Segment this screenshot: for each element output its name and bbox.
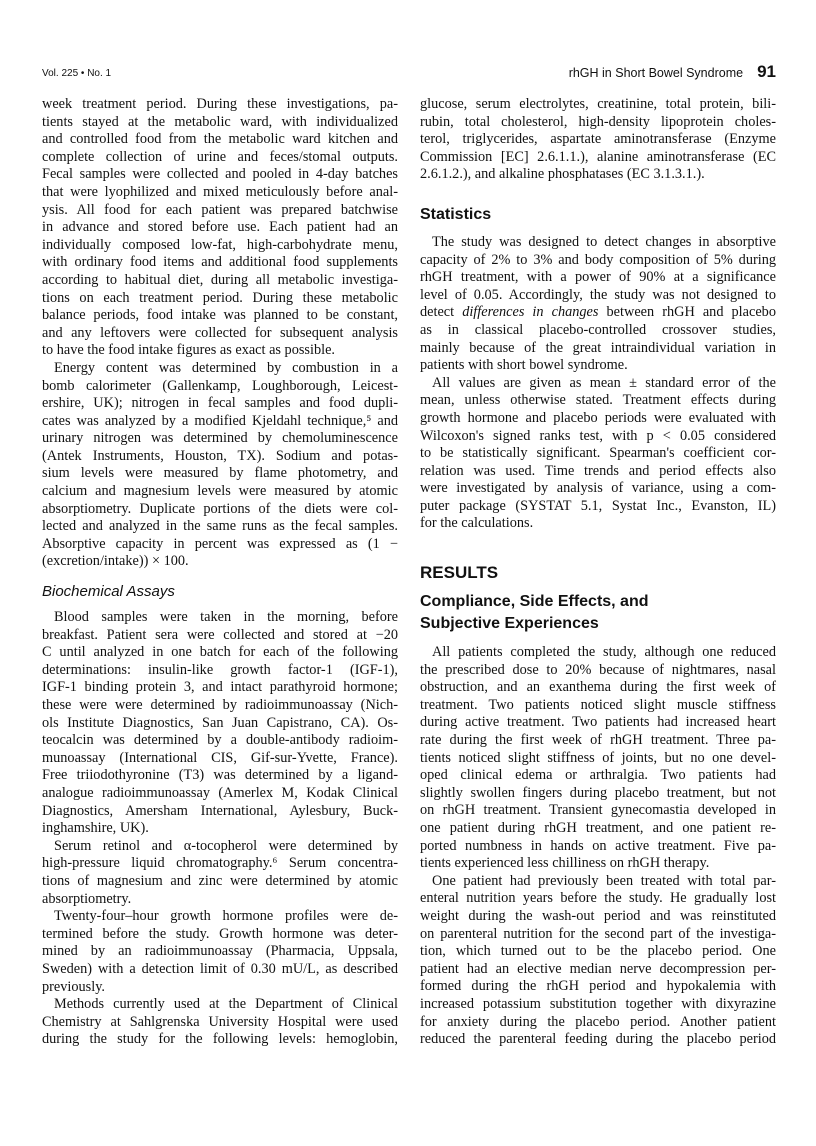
text-line: as in classical placebo-controlled crossover studies,: [420, 321, 776, 338]
text-line: Commission [EC] 2.6.1.1.), alanine aminotransferase (EC: [420, 148, 776, 165]
text-line: Absorptive capacity in percent was expressed as (1 −: [42, 535, 398, 552]
text-segment: between rhGH and placebo: [598, 304, 776, 321]
paragraph: [420, 644, 776, 873]
text-line: teocalcin was determined by a double-antibody radioim-: [42, 732, 398, 749]
text-line: glucose, serum electrolytes, creatinine, total protein, bili-: [420, 96, 776, 112]
text-line: All patients completed the study, although one reduced: [432, 644, 776, 661]
text-line: All values are given as mean ± standard error of the: [432, 374, 776, 391]
text-line: for anxiety during the placebo period. Another patient: [420, 1013, 776, 1030]
paragraph: [420, 234, 776, 375]
text-line: The study was designed to detect changes in absorptive: [432, 233, 776, 250]
text-line: inghamshire, UK).: [42, 820, 149, 837]
journal-volume: Vol. 225 • No. 1: [42, 68, 112, 79]
text-line: these were were determined by radioimmunoassay (Nich-: [42, 697, 398, 713]
text-line: and any leftovers were collected for subsequent analysis: [42, 324, 398, 341]
text-line: calcium and magnesium levels were measured by atomic: [42, 483, 398, 500]
running-title: rhGH in Short Bowel Syndrome: [568, 66, 744, 80]
paragraph: [42, 609, 398, 838]
right-column: [420, 96, 776, 1049]
paragraph: [42, 908, 398, 996]
text-line: on rhGH treatment. Transient gynecomastia developed in: [420, 802, 776, 819]
text-line: (Antek Instruments, Houston, TX). Sodium and potas-: [42, 447, 398, 464]
text-line: terol, triglycerides, aspartate aminotransferase (Enzyme: [420, 131, 776, 148]
text-line: (excretion/intake)) × 100.: [42, 553, 189, 570]
paragraph: [42, 360, 398, 571]
text-line: ols Institute Diagnostics, San Juan Capistrano, CA). Os-: [42, 714, 398, 731]
text-line: on parenteral nutrition for the second part of the investiga-: [420, 925, 776, 942]
heading-line: Compliance, Side Effects, and: [420, 593, 649, 611]
text-line: Twenty-four–hour growth hormone profiles were de-: [54, 908, 398, 925]
text-line: munoassay (International CIS, Gif-sur-Yvette, France).: [42, 749, 398, 766]
text-line: according to habitual diet, during all metabolic investiga-: [42, 271, 398, 288]
heading-line: Subjective Experiences: [420, 615, 599, 633]
text-line: absorptiometry. Duplicate portions of the diets were col-: [42, 500, 398, 517]
text-line: tions on each treatment period. During these metabolic: [42, 289, 398, 306]
text-line: rubin, total cholesterol, high-density lipoprotein choles-: [420, 113, 776, 130]
text-line: puter package (SYSTAT 5.1, Systat Inc., Evanston, IL): [420, 497, 776, 514]
text-line: absorptiometry.: [42, 890, 132, 907]
text-line: growth hormone and placebo periods were evaluated with: [420, 409, 776, 426]
text-line: rhGH treatment, with a power of 90% at a significance: [420, 269, 776, 286]
text-line: complete collection of urine and feces/stomal outputs.: [42, 148, 398, 165]
text-line: tion, which turned out to be the placebo period. One: [420, 943, 776, 960]
italic-text: differences in changes: [462, 304, 599, 321]
paragraph: [420, 96, 776, 184]
text-line: Sweden) with a detection limit of 0.30 mU/L, as described: [42, 960, 398, 977]
text-line: week treatment period. During these investigations, pa-: [42, 96, 398, 112]
text-line: increased potassium substitution together with dixyrazine: [420, 995, 776, 1012]
text-line: rate during the first week of rhGH treatment. Three pa-: [420, 732, 776, 749]
text-line: tients noticed slight stiffness of joints, but no one devel-: [420, 749, 776, 766]
text-line: in advance and stored before use. Each patient had an: [42, 219, 398, 236]
text-line: Chemistry at Sahlgrenska University Hospital were used: [42, 1013, 398, 1030]
text-line: analogue radioimmunoassay (Amerlex M, Kodak Clinical: [42, 784, 398, 801]
text-line: ysis. All food for each patient was prepared batchwise: [42, 201, 398, 218]
text-line: determinations: insulin-like growth factor-1 (IGF-1),: [42, 661, 398, 678]
text-line: during active treatment. Two patients had increased heart: [420, 714, 776, 731]
text-line: for the calculations.: [420, 515, 534, 532]
section-heading-statistics: Statistics: [420, 205, 492, 223]
text-line: capacity of 2% to 3% and body composition of 5% during: [420, 251, 776, 268]
text-line: during the study for the following levels: hemoglobin,: [42, 1031, 398, 1048]
paragraph: [42, 996, 398, 1049]
page-number: 91: [757, 62, 776, 81]
text-line: Energy content was determined by combustion in a: [54, 359, 398, 376]
text-line: one patient during rhGH treatment, and one patient re-: [420, 820, 776, 836]
text-line: to have the food intake figures as exact as possible.: [42, 342, 335, 359]
text-line: C until analyzed in one batch for each of the following: [42, 644, 398, 661]
text-line: formed during the rhGH period and hypokalemia with: [420, 978, 776, 995]
text-line: Fecal samples were collected and pooled in 4-day batches: [42, 166, 398, 183]
text-line: tients stayed at the metabolic ward, with individualized: [42, 113, 398, 130]
text-line: Wilcoxon's signed ranks test, with p < 0.05 considered: [420, 427, 776, 444]
text-line: lected and analyzed in the same runs as the fecal samples.: [42, 518, 398, 535]
text-line: tients experienced less chilliness on rhGH therapy.: [420, 855, 710, 872]
text-line: with ordinary food items and additional food supplements: [42, 254, 398, 271]
text-line: ershire, UK); nitrogen in fecal samples and food dupli-: [42, 395, 398, 412]
section-heading-results: RESULTS: [420, 563, 499, 583]
text-line: were investigated by analysis of variance, using a com-: [420, 480, 776, 497]
text-line: balance periods, food intake was planned to be constant,: [42, 307, 398, 324]
text-line: Diagnostics, Amersham International, Aylesbury, Buck-: [42, 802, 398, 819]
text-line: that were lyophilized and mixed meticulously before anal-: [42, 183, 398, 200]
text-line: tions of magnesium and zinc were determined by atomic: [42, 872, 398, 889]
section-heading-biochemical-assays: Biochemical Assays: [42, 583, 175, 601]
text-line: Blood samples were taken in the morning, before: [54, 609, 398, 626]
text-line: termined before the study. Growth hormone was deter-: [42, 925, 398, 942]
paragraph: [42, 838, 398, 908]
text-line: sium levels were measured by flame photometry, and: [42, 465, 398, 482]
text-segment: detect: [420, 304, 463, 321]
text-line: Methods currently used at the Department of Clinical: [54, 996, 398, 1013]
text-line: bomb calorimeter (Gallenkamp, Loughborough, Leicest-: [42, 377, 398, 394]
paragraph: [420, 375, 776, 533]
text-line: enteral nutrition years before the study. He gradually lost: [420, 890, 776, 907]
text-line: obstruction, and an exanthema during the first week of: [420, 679, 776, 696]
text-line: patients with short bowel syndrome.: [420, 357, 628, 374]
text-line: [420, 304, 776, 322]
text-line: high-pressure liquid chromatography.⁶ Serum concentra-: [42, 855, 398, 872]
text-line: relation was used. Time trends and period effects also: [420, 462, 776, 479]
text-line: mined by an radioimmunoassay (Pharmacia, Uppsala,: [42, 943, 398, 960]
text-line: the prescribed dose to 20% because of nightmares, nasal: [420, 661, 776, 678]
text-line: One patient had previously been treated with total par-: [432, 872, 776, 889]
subsection-heading-compliance: [420, 591, 776, 635]
text-line: breakfast. Patient sera were collected and stored at −20: [42, 626, 398, 643]
text-line: individually composed low-fat, high-carbohydrate menu,: [42, 236, 398, 253]
paragraph: [420, 873, 776, 1049]
text-line: previously.: [42, 978, 106, 995]
text-line: IGF-1 binding protein 3, and intact parathyroid hormone;: [42, 679, 398, 696]
text-line: urinary nitrogen was determined by chemoluminescence: [42, 430, 398, 447]
text-line: weight during the wash-out period and was reinstituted: [420, 907, 776, 924]
text-line: to be statistically significant. Spearman's coefficient cor-: [420, 445, 776, 462]
text-line: cates was analyzed by a modified Kjeldahl technique,⁵ and: [42, 412, 398, 429]
left-column: [42, 96, 398, 1049]
text-line: and controlled food from the metabolic ward kitchen and: [42, 131, 398, 148]
paragraph: [42, 96, 398, 360]
text-line: Serum retinol and α-tocopherol were determined by: [54, 837, 398, 854]
text-line: oped clinical edema or arthralgia. Two patients had: [420, 767, 776, 784]
running-header: [569, 62, 776, 82]
text-line: Free triiodothyronine (T3) was determined by a ligand-: [42, 767, 398, 784]
text-line: 2.6.1.2.), and alkaline phosphatases (EC 3.1.3.1.).: [420, 166, 705, 183]
text-line: treatment. Two patients noticed slight muscle stiffness: [420, 696, 776, 713]
text-line: level of 0.05. Accordingly, the study was not designed to: [420, 286, 776, 303]
text-line: mainly because of the great intraindividual variation in: [420, 339, 776, 356]
text-line: slightly swollen fingers during placebo treatment, but not: [420, 784, 776, 801]
text-line: mean, unless otherwise stated. Treatment effects during: [420, 392, 776, 409]
text-line: reduced the parenteral feeding during the placebo period: [420, 1031, 776, 1048]
text-line: patient had an elective median nerve decompression per-: [420, 960, 776, 977]
text-line: ported numbness in hands on active treatment. Five pa-: [420, 837, 776, 854]
